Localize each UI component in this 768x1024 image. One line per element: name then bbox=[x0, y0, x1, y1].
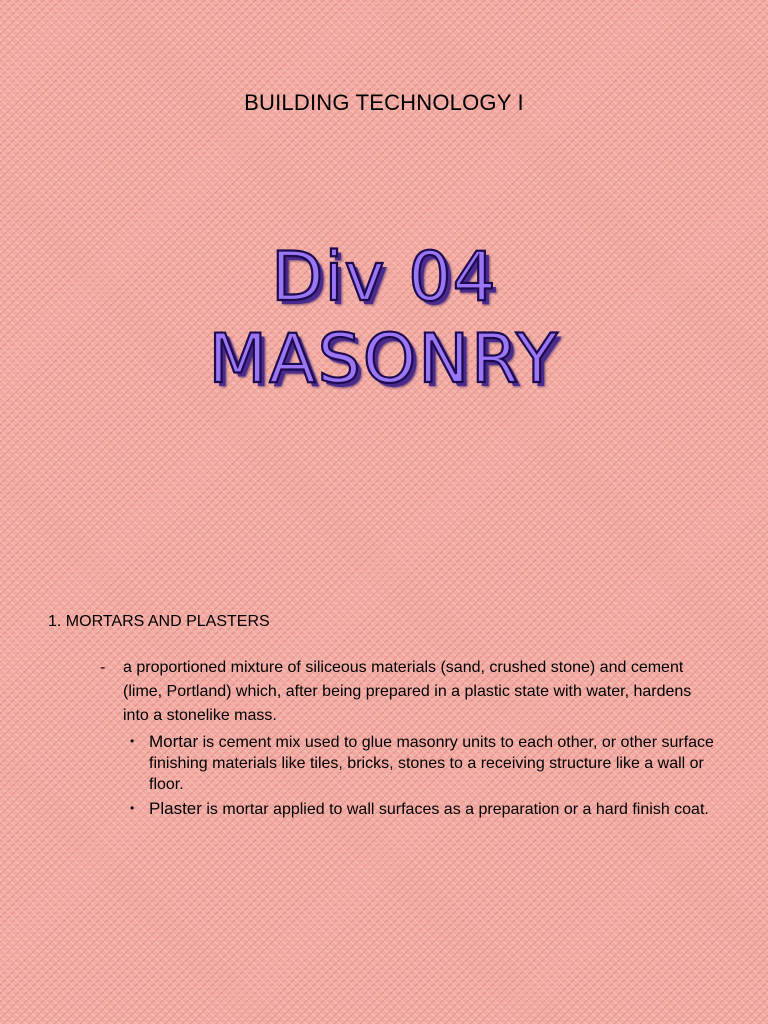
course-title: BUILDING TECHNOLOGY I bbox=[244, 90, 524, 115]
division-number: Div 04 bbox=[271, 238, 497, 317]
bullet-icon: • bbox=[130, 801, 135, 815]
dash-marker: - bbox=[100, 659, 106, 676]
bullet-list bbox=[130, 731, 740, 823]
term-mortar: Mortar bbox=[149, 732, 199, 751]
list-item bbox=[130, 731, 740, 795]
definition-paragraph bbox=[100, 656, 720, 728]
list-item bbox=[130, 798, 740, 820]
bullet-text: is mortar applied to wall surfaces as a preparation or a hard finish coat. bbox=[201, 801, 709, 818]
definition-text: a proportioned mixture of siliceous materials (sand, crushed stone) and cement (lime, Portland) which, after being prepared in a plastic state with water, hardens into a stonelike mass. bbox=[123, 659, 692, 724]
bullet-text: is cement mix used to glue masonry units to each other, or other surface finishing materials like tiles, bricks, stones to a receiving structure like a wall or floor. bbox=[149, 734, 714, 793]
term-plaster: Plaster bbox=[149, 799, 202, 818]
section-heading: 1. MORTARS AND PLASTERS bbox=[48, 613, 270, 630]
bullet-icon: • bbox=[130, 734, 135, 748]
division-title: MASONRY bbox=[208, 320, 560, 399]
